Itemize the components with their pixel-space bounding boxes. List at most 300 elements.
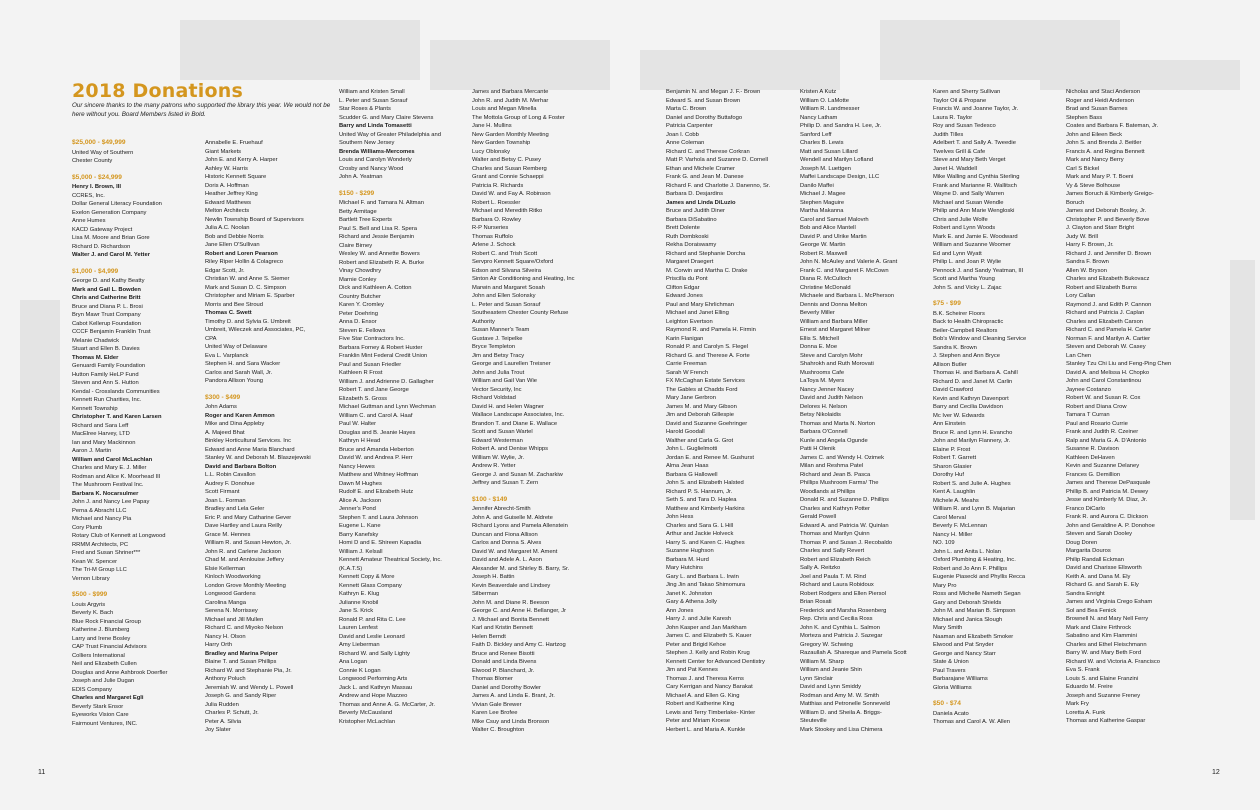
donor-entry: CCCF Benjamin Franklin Trust	[72, 329, 151, 335]
donor-entry: David P. and Ulrike Martin	[800, 233, 867, 240]
donor-entry: Edward S. and Susan Brown	[666, 97, 741, 104]
donor-entry: Robert S. and Julie A. Hughes	[933, 480, 1011, 487]
donor-entry: Carol Merval	[933, 514, 966, 521]
donor-entry: Norman F. and Marilyn A. Cartier	[1066, 335, 1151, 342]
donor-entry: John K. and Cynthia L. Salmon	[800, 624, 880, 631]
donor-entry: Alma Jean Haas	[666, 463, 709, 469]
donor-entry: David W. and Fay A. Robinson	[472, 191, 551, 197]
donor-entry: Frances G. Demillion	[1066, 471, 1121, 478]
donor-entry: Franklin Mint Federal Credit Union	[339, 353, 428, 359]
donor-entry: Longwood Performing Arts	[339, 676, 408, 682]
donor-entry: Walther and Carla G. Grot	[666, 437, 734, 444]
donor-entry: Mark and Claire Firthrock	[1066, 624, 1132, 631]
donor-entry: John M. and Diane R. Beeson	[472, 599, 550, 606]
donor-entry: John and Geraldine A. P. Donohoe	[1066, 522, 1155, 529]
donor-column-2	[205, 139, 333, 735]
donor-entry: Kennett Township	[72, 405, 118, 412]
donor-entry: Joseph H. Battin	[472, 574, 515, 580]
donor-entry: Philip and Ann Marie Wengloski	[933, 208, 1015, 214]
donor-entry: Eugenie Piasecki and Phyllis Recca	[933, 574, 1026, 580]
donor-entry: Stephen T. and Laura Johnson	[339, 514, 418, 521]
donor-entry: Gloria Williams	[933, 684, 972, 691]
donor-entry: Genuardi Family Foundation	[72, 363, 146, 369]
donor-entry: Philip D. and Sandra H. Lee, Jr.	[800, 123, 882, 129]
donor-entry: Kennett Center for Advanced Dentistry	[666, 658, 765, 665]
donor-entry: Karen Y. Cromley	[339, 302, 384, 308]
donor-entry: Paul and Mary Ehrlichman	[666, 301, 734, 308]
donor-entry: Paul Travers	[933, 667, 966, 674]
donation-tier-heading: $300 - $499	[205, 393, 241, 401]
donor-entry: Sandra Enright	[1066, 590, 1105, 597]
donor-entry: Scott and Martha Young	[933, 276, 995, 282]
donation-tier-heading: $75 - $99	[933, 300, 961, 307]
donor-entry: Karin Flanigan	[666, 335, 704, 342]
donor-entry: Bruce and Diana P. L. Brosi	[72, 303, 143, 310]
donor-entry: Louis and Carolyn Wonderly	[339, 157, 412, 163]
donor-entry: Southeastern Chester County Refuse	[472, 310, 569, 316]
donor-entry: Frederick and Marsha Rosenberg	[800, 607, 887, 614]
donor-entry: Joseph and Julie Dugan	[72, 678, 135, 684]
donor-entry: Mark Fry	[1066, 701, 1089, 707]
donor-entry: Steven and Ann S. Hutton	[72, 380, 139, 386]
donor-entry: John R. and Judith M. Merhar	[472, 97, 549, 104]
donor-entry: John Kasper and Jan Markham	[666, 624, 747, 631]
donor-entry: Mary Jane Gerbron	[666, 395, 716, 401]
donor-entry: Vivian Gale Brewer	[472, 701, 522, 708]
donor-entry: Vy & Steve Bolhouse	[1066, 182, 1121, 189]
donor-entry: Karen and Sherry Sullivan	[933, 89, 1001, 95]
donor-entry: Allison Butler	[933, 361, 967, 368]
donor-entry: David and Lynn Smiddy	[800, 684, 862, 690]
donor-entry: Jenner's Pond	[339, 506, 376, 512]
donor-entry: Katherine J. Blumberg	[72, 627, 130, 633]
donor-entry: Beverly Stark Ensor	[72, 703, 124, 710]
donor-entry: Jing Jin and Takao Shimomura	[666, 582, 746, 588]
donor-entry: Wesley W. and Annette Bowers	[339, 251, 420, 257]
donor-entry: (K.A.T.S)	[339, 565, 363, 572]
donor-entry: David and Leslie Leonard	[339, 633, 405, 640]
donor-entry: R-P Nurseries	[472, 225, 509, 231]
donor-entry: Duncan and Fiona Allison	[472, 531, 538, 538]
donor-entry: Thomas and Marilyn Quinn	[800, 531, 870, 537]
donor-entry: Kinloch Woodworking	[205, 574, 261, 580]
donor-entry: Seth S. and Tara D. Haplea	[666, 497, 737, 503]
donor-entry: Charles and Ethel Fleischmann	[1066, 641, 1147, 648]
donor-entry: Susan Manner's Team	[472, 327, 530, 333]
donor-entry: Ronald P. and Carolyn S. Flegel	[666, 344, 749, 350]
donor-entry: Dave Hartley and Laura Reilly	[205, 523, 283, 529]
donor-entry: Joan I. Cobb	[666, 131, 699, 138]
donor-entry: Scudder G. and Mary Claire Stevens	[339, 114, 434, 121]
donor-entry: John L. Guglielmotti	[666, 446, 718, 452]
donor-entry: Elwood and Pat Snyder	[933, 642, 994, 648]
donor-entry: Mark and Nancy Berry	[1066, 157, 1124, 163]
intro-text: Our sincere thanks to the many patrons who supported the library this year. We would not be here without you. Board Members listed in Bold.	[72, 102, 331, 119]
donor-entry: Gary & Athena Jolly	[666, 599, 717, 605]
donor-entry: Wayne D. and Sally Warren	[933, 191, 1005, 197]
donor-entry: Mary Pro	[933, 582, 957, 589]
donor-entry: Bradley and Lela Geler	[205, 506, 265, 512]
donor-entry: Joseph and Suzanne Freney	[1066, 692, 1141, 699]
donor-entry: Leighton Evertson	[666, 318, 713, 325]
donor-entry: Steve and Carolyn Mohr	[800, 352, 863, 359]
donor-entry: Stephen Maguire	[800, 199, 845, 206]
donor-entry: M. Corwin and Martha C. Drake	[666, 267, 748, 274]
donor-entry: Richard and Sara Leff	[72, 422, 129, 429]
donor-entry: Ralp and Maria G. A. D'Antonio	[1066, 437, 1147, 444]
donor-entry: Authority	[472, 318, 495, 325]
donor-entry: Thomas and Katherine Gaspar	[1066, 718, 1146, 724]
donor-entry: Grant and Connie Schaeppi	[472, 174, 544, 180]
donor-entry: Robert L. Roessler	[472, 199, 521, 206]
donor-entry: Betty Armitage	[339, 208, 377, 215]
donor-column-6	[800, 88, 928, 734]
donation-tier-heading: $150 - $299	[339, 189, 375, 197]
donor-entry: Judith Tilles	[933, 131, 964, 138]
donor-entry: Charles B. Lewis	[800, 140, 844, 146]
donor-entry: Mark E. and Jamie E. Woodward	[933, 233, 1018, 240]
donor-entry: William J. and Adrienne D. Gallagher	[339, 378, 434, 385]
donor-entry: Richard Voldstad	[472, 395, 516, 401]
donor-entry: Jeremiah W. and Wendy L. Powell	[205, 684, 294, 691]
donor-entry: Phillips Mushroom Farms/ The	[800, 480, 879, 486]
donor-entry: Ethan and Michele Cramer	[666, 165, 735, 172]
donor-entry: Danilo Maffei	[800, 182, 834, 189]
donor-entry: New Garden Monthly Meeting	[472, 131, 549, 138]
donor-entry: Ruth Dombkoski	[666, 233, 709, 240]
donor-entry: Donna E. Moe	[800, 344, 838, 350]
donor-entry: Joseph G. and Sandy Riper	[205, 693, 277, 699]
donor-column-1	[72, 139, 200, 728]
donation-tier-heading: $100 - $149	[472, 495, 508, 503]
donor-entry: Gerald Powell	[800, 514, 837, 520]
donor-entry: Kathleen DeHaven	[1066, 454, 1115, 461]
donor-entry: Suzanne Hughson	[666, 548, 714, 554]
donor-entry: Cory Plumb	[72, 524, 103, 531]
donor-entry: Maffei Landscape Design, LLC	[800, 174, 880, 180]
donor-entry: Frank R. and Aurora C. Dickson	[1066, 514, 1148, 520]
donor-entry: Melton Architects	[205, 208, 250, 214]
donor-entry: Richard D. Richardson	[72, 243, 131, 250]
donor-entry: L. Peter and Susan Sorauf	[339, 97, 408, 104]
donor-entry: Jeffrey and Susan T. Zern	[472, 480, 539, 486]
donor-entry: William and Suzanne Woomer	[933, 242, 1011, 248]
donor-entry: Matthew and Kimberly Harkins	[666, 505, 745, 512]
donor-entry: Dennis and Donna Melton	[800, 301, 868, 308]
donor-entry: Richard and Jessie Benjamin	[339, 234, 415, 240]
donor-entry: John R. and Carlene Jackson	[205, 548, 282, 555]
donor-entry: Mark and Mary P. T. Boeni	[1066, 174, 1134, 180]
board-member-entry: Thomas M. Elder	[72, 354, 119, 361]
donor-entry: EDIS Company	[72, 686, 112, 693]
donor-entry: Stuart and Ellen B. Davies	[72, 346, 140, 352]
donor-entry: George and Laurellen Treisner	[472, 361, 551, 367]
donor-entry: Harry S. and Karen C. Hughes	[666, 539, 745, 546]
donor-entry: Bruce and Amanda Heberton	[339, 446, 414, 453]
donor-entry: Edward and Anne Maria Blanchard	[205, 446, 295, 453]
donor-entry: Peter and Miriam Kroese	[666, 718, 731, 724]
donor-entry: Richard C. and Therese Corkran	[666, 148, 750, 155]
donor-entry: Margarita Douros	[1066, 548, 1111, 554]
donor-entry: Edward Matthews	[205, 199, 252, 206]
donor-entry: Edward Westerman	[472, 437, 523, 444]
donor-entry: Michael J. Magee	[800, 191, 846, 197]
donor-entry: Kunle and Angela Ogunde	[800, 437, 868, 444]
donor-entry: David W. and Andrea P. Herr	[339, 455, 413, 461]
donor-entry: David and Suzanne Goehringer	[666, 420, 748, 427]
donor-entry: Charles and Susan Remberg	[472, 165, 547, 172]
page-number-left: 11	[38, 769, 46, 776]
donor-entry: James Boruch & Kimberly Greigo-	[1066, 191, 1154, 197]
donor-entry: Jesse and Kimberly M. Diaz, Jr.	[1066, 497, 1148, 503]
donor-entry: Dawn M Hughes	[339, 480, 382, 487]
donor-entry: James and Barbara Mercante	[472, 89, 549, 95]
donor-entry: Boruch	[1066, 199, 1085, 206]
donor-entry: Thomas P. and Susan J. Recobaldo	[800, 539, 893, 546]
donor-entry: Barbara O'Connell	[800, 429, 848, 435]
donor-entry: Dollar General Literacy Foundation	[72, 201, 162, 207]
donor-entry: George W. Martin	[800, 242, 846, 248]
donor-entry: Carol and Samuel Malovrh	[800, 216, 869, 223]
donor-entry: Barry Kanefsky	[339, 531, 379, 538]
donor-entry: Harry Orth	[205, 642, 233, 648]
donor-entry: Louis Argyris	[72, 601, 106, 608]
donor-entry: Matt P. Varhola and Suzanne D. Cornell	[666, 157, 768, 163]
donor-entry: Roger and Heidi Anderson	[1066, 97, 1134, 104]
donor-entry: Michaele and Barbara L. McPherson	[800, 293, 895, 299]
donor-entry: Paul and Susan Friedler	[339, 361, 402, 368]
donor-entry: London Grove Monthly Meeting	[205, 582, 286, 589]
donor-entry: Bryn Mawr Trust Company	[72, 312, 141, 318]
donor-entry: John L. and Anita L. Nolan	[933, 548, 1002, 555]
donor-entry: Kennett Run Charities, Inc.	[72, 397, 142, 403]
donor-entry: Rotary Club of Kennett at Longwood	[72, 533, 166, 539]
donor-entry: Alice A. Jackson	[339, 497, 382, 504]
donor-entry: Daniela Acato	[933, 710, 969, 717]
donor-entry: Harry J. and Julie Karesh	[666, 616, 732, 622]
donor-entry: Francis W. and Joanne Taylor, Jr.	[933, 106, 1019, 112]
donor-entry: Scott and Susan Wartel	[472, 429, 533, 435]
donor-entry: Mushrooms Cafe	[800, 369, 845, 376]
donor-entry: Barbara O. Rowley	[472, 216, 521, 223]
donor-entry: Michael and Meredith Ritko	[472, 208, 543, 214]
donor-entry: Barbara DiSabatino	[666, 216, 717, 223]
donor-entry: Nancy H. Miller	[933, 531, 973, 538]
donor-entry: Morteza and Patricia J. Sazegar	[800, 633, 883, 639]
donor-entry: Priscilla du Pont	[666, 276, 708, 282]
donor-entry: Stanley W. and Deborah M. Blaszejewski	[205, 455, 311, 461]
donor-entry: Anthony Poluch	[205, 676, 246, 682]
donor-entry: Michael F. and Tamara N. Altman	[339, 200, 424, 206]
donor-entry: Richard and Jean B. Pasca	[800, 471, 871, 478]
donor-entry: Thomas Ruffolo	[472, 233, 513, 240]
donor-entry: Lisa M. Moore and Brian Gore	[72, 235, 150, 241]
donor-entry: Elsie Kellerman	[205, 565, 246, 572]
donor-entry: Edgar Scott, Jr.	[205, 267, 245, 274]
donor-entry: Beverly Miller	[800, 310, 835, 316]
donor-entry: Kevin and Kathryn Davenport	[933, 395, 1009, 402]
donor-entry: Robert R. Maxwell	[800, 250, 848, 257]
donor-entry: William R. and Susan Hewton, Jr.	[205, 540, 292, 546]
donor-entry: Milan and Reshma Patel	[800, 463, 864, 469]
donor-entry: Richard F. and Charlotte J. Danenno, Sr.	[666, 182, 771, 189]
donor-entry: Alexander M. and Shirley B. Barry, Sr.	[472, 565, 570, 572]
donor-entry: Giant Markets	[205, 148, 242, 155]
donor-entry: Douglas and B. Jeanie Hayes	[339, 429, 416, 436]
donor-entry: Benjamin N. and Megan J. F.- Brown	[666, 89, 761, 95]
donor-entry: Kennett Copy & More	[339, 574, 395, 580]
donor-entry: Robert W. and Susan R. Cox	[1066, 395, 1141, 401]
donor-entry: James and Virginia Crego Esham	[1066, 599, 1153, 605]
donor-entry: George and Nancy Starr	[933, 650, 996, 657]
donor-entry: United Way of Southern	[72, 149, 134, 156]
donor-entry: Star Roses & Plants	[339, 106, 391, 112]
donor-entry: FX McCaghan Estate Services	[666, 378, 745, 384]
donor-entry: Edward Jones	[666, 293, 703, 299]
donor-entry: Richard G. and Therese A. Forte	[666, 352, 750, 359]
donor-entry: Philip L. and Joan P. Wylie	[933, 259, 1002, 265]
donor-entry: United Way of Greater Philadelphia and	[339, 131, 441, 138]
donor-entry: Ann Einstein	[933, 421, 966, 427]
donor-entry: Kendal - Crosslands Communities	[72, 388, 160, 395]
donor-entry: William J. Kelsall	[339, 548, 383, 555]
donor-entry: Brownell N. and Mary Nell Ferry	[1066, 616, 1149, 622]
donor-entry: Beverly McCausland	[339, 710, 393, 716]
donor-entry: Christopher and Miriam E. Sparber	[205, 293, 295, 299]
donor-entry: KACD Gateway Project	[72, 226, 133, 233]
donor-entry: Elwood P. Blanchard, Jr.	[472, 667, 535, 674]
donor-entry: David H. and Helen Wagner	[472, 403, 544, 410]
donor-entry: Ed and Lynn Wyatt	[933, 250, 982, 257]
donor-entry: A. Majeed Bhat	[205, 429, 245, 436]
donor-entry: CPA	[205, 335, 217, 342]
donor-entry: Kennett Amateur Theatrical Society, Inc.	[339, 557, 442, 563]
donor-entry: Frank and Judith R. Czeiner	[1066, 429, 1139, 435]
donor-entry: Michael and Susan Wendle	[933, 199, 1004, 206]
donor-entry: Robert and Elizabeth Burns	[1066, 284, 1137, 291]
donor-entry: Louis and Megan Minella	[472, 106, 537, 112]
donor-entry: MacElree Harvey, LTD	[72, 431, 130, 437]
donor-entry: Gary L. and Barbara L. Irwin	[666, 573, 739, 580]
donor-entry: Eva S. Frank	[1066, 667, 1100, 673]
donor-entry: Steuteville	[800, 718, 827, 724]
donor-entry: Daniel and Dorothy Buttafogo	[666, 114, 743, 121]
donor-entry: Sally A. Reitzko	[800, 565, 841, 571]
donor-entry: John S. and Brenda J. Beitler	[1066, 140, 1142, 146]
donor-entry: Sharon Glasier	[933, 463, 972, 470]
donor-entry: Razaullah A. Shareque and Pamela Scott	[800, 650, 907, 656]
donor-entry: Christopher P. and Beverly Bove	[1066, 216, 1150, 223]
donor-entry: Janet K. Johnston	[666, 590, 713, 597]
donor-entry: Jennifer Abrecht-Smith	[472, 506, 531, 512]
donor-entry: Martha Makanna	[800, 208, 844, 214]
donor-entry: Grace M. Hennes	[205, 531, 251, 538]
donor-entry: Barbara M. Hurd	[666, 556, 709, 563]
donor-entry: Stephen Bass	[1066, 114, 1103, 121]
donor-entry: Richard and Patricia J. Caplan	[1066, 310, 1145, 316]
donor-entry: Diana R. McCulloch	[800, 276, 852, 282]
board-member-entry: Charles and Margaret Egli	[72, 695, 144, 701]
donor-entry: Lan Chen	[1066, 352, 1092, 359]
donor-entry: Carl S Bickel	[1066, 165, 1100, 172]
donor-entry: CCRES, Inc.	[72, 192, 105, 199]
board-member-entry: Robert and Loren Pearson	[205, 250, 278, 257]
donor-entry: Ann Jones	[666, 607, 694, 614]
donor-entry: Thomas Blomer	[472, 676, 513, 682]
donation-tier-heading: $50 - $74	[933, 700, 961, 707]
page-title: 2018 Donations	[72, 80, 243, 102]
donor-entry: New Garden Township	[472, 140, 531, 146]
donor-entry: Barry W. and Mary Beth Ford	[1066, 650, 1142, 656]
donor-entry: Ernest and Margaret Milner	[800, 327, 871, 333]
donor-entry: Charles and Elizabeth Carson	[1066, 318, 1144, 325]
donor-entry: Five Star Contractors Inc.	[339, 336, 405, 342]
donor-entry: John and Eileen Beck	[1066, 131, 1123, 138]
donor-entry: William and Jeanie Shin	[800, 667, 862, 673]
donor-entry: Betsy Nikolaidis	[800, 412, 841, 418]
donor-entry: Marwin and Margaret Sosah	[472, 284, 545, 291]
donor-entry: Bartlett Tree Experts	[339, 217, 392, 223]
donor-entry: Blaine T. and Susan Phillips	[205, 659, 277, 665]
board-member-entry: Brenda Williams-Mercomes	[339, 148, 415, 155]
donor-entry: Richard G. and Sarah E. Ely	[1066, 582, 1139, 588]
donor-entry: James and Therese DePasquale	[1066, 480, 1151, 486]
donor-entry: Servpro Kennett Square/Oxford	[472, 259, 554, 265]
donation-tier-heading: $1,000 - $4,999	[72, 267, 119, 275]
donor-entry: John S. and Elizabeth Halsted	[666, 480, 744, 486]
donor-entry: Beverly K. Bach	[72, 610, 114, 616]
board-member-entry: James and Linda DiLuzio	[666, 199, 736, 206]
donor-column-4	[472, 88, 600, 735]
donor-entry: Kevin and Suzanne Delaney	[1066, 463, 1140, 469]
donor-entry: Doug Doren	[1066, 539, 1098, 546]
donor-entry: David W. and Margaret M. Ament	[472, 548, 558, 555]
donor-entry: Elizabeth S. Gross	[339, 395, 388, 402]
donor-entry: Robert and Elizabeth R. A. Burke	[339, 259, 425, 266]
donor-entry: Annabelle E. Fruehauf	[205, 140, 263, 146]
donor-entry: Rudolf E. and Elizabeth Hutz	[339, 489, 414, 495]
donor-entry: Richard and Stephanie Dorcha	[666, 250, 746, 257]
donor-entry: Charles and Sally Revert	[800, 548, 865, 554]
donor-entry: Gregory W. Schwing	[800, 641, 853, 648]
donor-entry: Richard Lyons and Pamela Allenstein	[472, 523, 568, 529]
donor-entry: Stephen J. Kelly and Robin Krug	[666, 650, 750, 656]
donor-entry: Brett Dolente	[666, 225, 700, 231]
donor-entry: Rekha Doraiswamy	[666, 242, 717, 248]
donor-entry: L. Peter and Susan Sorauf	[472, 301, 541, 308]
donor-entry: Robert and Diana Crow	[1066, 403, 1127, 410]
donor-entry: Michele A. Meahs	[933, 497, 979, 504]
donor-entry: Jaynee Costanzo	[1066, 386, 1111, 393]
donor-entry: Richard P. S. Hannum, Jr.	[666, 488, 733, 495]
donor-entry: J. Clayton and Starr Bright	[1066, 225, 1134, 231]
donor-entry: Andrew and Hope Mazzeo	[339, 693, 408, 699]
donor-entry: Robert and Katherine King	[666, 701, 735, 707]
donor-column-7	[933, 88, 1061, 727]
donor-entry: Naaman and Elizabeth Smoker	[933, 633, 1014, 640]
donor-entry: Michael Guttman and Lynn Wechman	[339, 404, 436, 410]
donor-entry: Mike and Dina Appleby	[205, 421, 265, 427]
donor-entry: Michael A. and Ellen G. King	[666, 692, 740, 699]
donor-entry: John M. and Marian B. Simpson	[933, 608, 1016, 614]
donor-entry: John E. and Kerry A. Harper	[205, 157, 278, 163]
donor-entry: Charles and Elizabeth Bukovacz	[1066, 276, 1150, 282]
donor-entry: Sandra K. Brown	[933, 344, 977, 351]
donor-entry: John S. and Vicky L. Zajac	[933, 284, 1002, 291]
donor-entry: Riley Riper Hollin & Colagreco	[205, 259, 283, 265]
donor-entry: Audrey F. Donohue	[205, 480, 255, 487]
donor-entry: Morris and Bee Stroud	[205, 301, 263, 308]
